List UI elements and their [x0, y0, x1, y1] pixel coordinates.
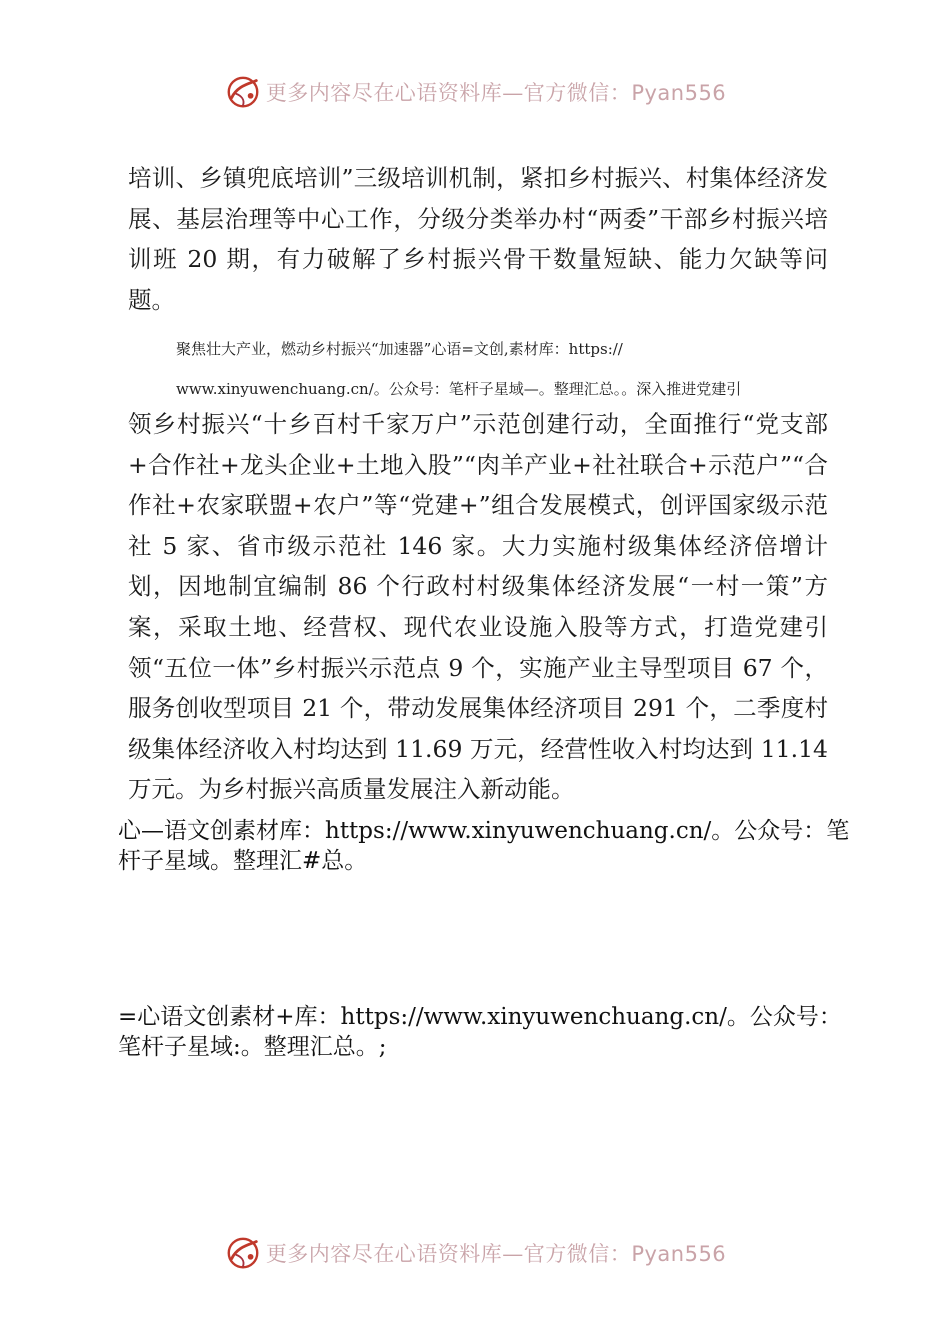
- footer-banner-text: [266, 1238, 726, 1268]
- note-line-1: 聚焦壮大产业，燃动乡村振兴“加速器”心语=文创,素材库：https://: [176, 340, 623, 358]
- watermark-text-2: =心语文创素材+库：https://www.xinyuwenchuang.cn/。公众号：笔杆子星域:。整理汇总。;: [118, 1004, 842, 1060]
- header-banner: [0, 70, 950, 114]
- header-banner-label: 更多内容尽在心语资料库—官方微信：: [265, 81, 632, 105]
- header-wechat-id: Pyan556: [631, 81, 727, 105]
- footer-wechat-id: Pyan556: [631, 1242, 727, 1266]
- note-line-2: www.xinyuwenchuang.cn/。公众号：笔杆子星域—。整理汇总。。深入推进党建引: [176, 380, 742, 398]
- footer-banner: [0, 1231, 950, 1275]
- header-banner-text: [266, 77, 726, 107]
- paragraph-2: 领乡村振兴“十乡百村千家万户”示范创建行动，全面推行“党支部+合作社+龙头企业+土地入股”“肉羊产业+社社联合+示范户”“合作社+农家联盟+农户”等“党建+”组合发展模式，创评国家级示范社 5 家、省市级示范社 146 家。大力实施村级集体经济倍增计划，因地制宜编制 86 个行政村村级集体经济发展“一村一策”方案，采取土地、经营权、现代农业设施入股等方式，打造党建引领“五位一体”乡村振兴示范点 9 个，实施产业主导型项目 67 个，服务创收型项目 21 个，带动发展集体经济项目 291 个，二季度村级集体经济收入村均达到 11.69 万元，经营性收入村均达到 11.14 万元。为乡村振兴高质量发展注入新动能。: [128, 410, 828, 804]
- xinyu-logo-icon: [224, 1234, 262, 1272]
- paragraph-1: 培训、乡镇兜底培训”三级培训机制，紧扣乡村振兴、村集体经济发展、基层治理等中心工作，分级分类举办村“两委”干部乡村振兴培训班 20 期，有力破解了乡村振兴骨干数量短缺、能力欠缺等问题。: [128, 164, 828, 314]
- footer-banner-label: 更多内容尽在心语资料库—官方微信：: [265, 1242, 632, 1266]
- watermark-text-1: 心—语文创素材库：https://www.xinyuwenchuang.cn/。公众号：笔杆子星域。整理汇#总。: [118, 818, 850, 874]
- xinyu-logo-icon: [224, 73, 262, 111]
